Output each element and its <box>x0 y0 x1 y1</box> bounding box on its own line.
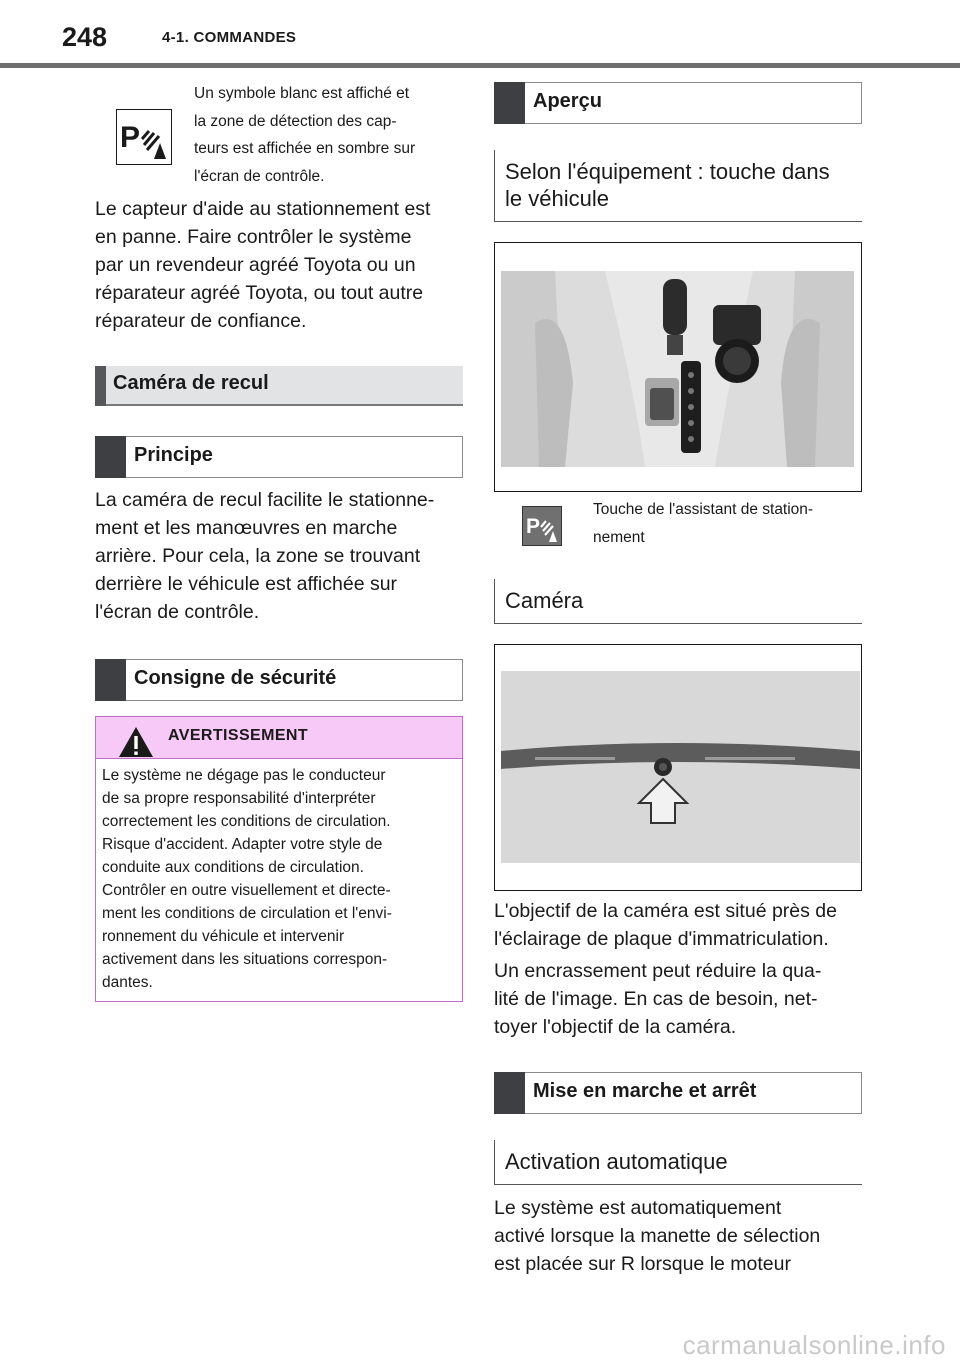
section-title: Aperçu <box>533 90 602 112</box>
section-bar <box>95 366 106 406</box>
watermark: carmanualsonline.info <box>682 1330 946 1360</box>
text-line: ment les conditions de circulation et l'envi- <box>102 905 392 922</box>
section-bar <box>494 82 525 124</box>
button-description <box>593 496 863 551</box>
section-title: Mise en marche et arrêt <box>533 1080 757 1102</box>
park-assist-button-icon <box>522 506 562 546</box>
paragraph-principe <box>95 486 467 626</box>
park-sensor-icon <box>116 109 172 165</box>
subheading-activation <box>494 1140 862 1185</box>
text-line: Selon l'équipement : touche dans <box>505 159 830 184</box>
text-line: toyer l'objectif de la caméra. <box>494 1016 737 1038</box>
paragraph-encrassement <box>494 957 866 1041</box>
section-apercu <box>494 82 862 124</box>
section-mise-en-marche <box>494 1072 862 1114</box>
text-line: La caméra de recul facilite le stationne- <box>95 489 435 511</box>
page-number: 248 <box>62 22 108 52</box>
paragraph-objectif <box>494 897 866 953</box>
text-line: arrière. Pour cela, la zone se trouvant <box>95 545 421 567</box>
text-line: L'objectif de la caméra est situé près de <box>494 900 837 922</box>
subheading-text <box>505 158 830 212</box>
warning-header <box>96 717 462 759</box>
section-bar <box>494 1072 525 1114</box>
text-line: Un encrassement peut réduire la qua- <box>494 960 822 982</box>
text-line: l'écran de contrôle. <box>194 167 325 185</box>
subheading-equipement <box>494 150 862 222</box>
text-line: Le système ne dégage pas le conducteur <box>102 767 386 784</box>
section-camera-de-recul <box>95 366 463 406</box>
section-consigne-securite <box>95 659 463 701</box>
warning-title: AVERTISSEMENT <box>168 727 309 744</box>
text-line: l'éclairage de plaque d'immatriculation. <box>494 928 829 950</box>
text-line: derrière le véhicule est affichée sur <box>95 573 398 595</box>
section-title: Consigne de sécurité <box>134 667 337 689</box>
section-bar <box>95 659 126 701</box>
text-line: est placée sur R lorsque le moteur <box>494 1253 791 1275</box>
section-title: Caméra de recul <box>113 372 269 394</box>
svg-text:P: P <box>526 515 541 538</box>
text-line: Le système est automatiquement <box>494 1197 782 1219</box>
chapter-title: 4-1. COMMANDES <box>162 29 297 46</box>
text-line: Touche de l'assistant de station- <box>593 501 814 518</box>
text-line: la zone de détection des cap- <box>194 112 397 130</box>
text-line: lité de l'image. En cas de besoin, net- <box>494 988 818 1010</box>
text-line: réparateur agréé Toyota, ou tout autre <box>95 282 424 304</box>
subheading-text: Activation automatique <box>505 1149 728 1174</box>
text-line: ronnement du véhicule et intervenir <box>102 928 345 945</box>
section-principe <box>95 436 463 478</box>
section-bar <box>95 436 126 478</box>
console-photo <box>494 242 862 492</box>
text-line: correctement les conditions de circulation. <box>102 813 391 830</box>
warning-box <box>95 716 463 1002</box>
text-line: activé lorsque la manette de sélection <box>494 1225 821 1247</box>
text-line: Un symbole blanc est affiché et <box>194 85 410 102</box>
subheading-camera <box>494 579 862 624</box>
text-line: l'écran de contrôle. <box>95 601 260 623</box>
text-line: Risque d'accident. Adapter votre style de <box>102 836 383 853</box>
paragraph-activation <box>494 1194 866 1278</box>
camera-photo <box>494 644 862 891</box>
section-title: Principe <box>134 444 213 466</box>
text-line: conduite aux conditions de circulation. <box>102 859 364 876</box>
text-line: le véhicule <box>505 186 609 211</box>
text-line: Le capteur d'aide au stationnement est <box>95 198 431 220</box>
text-line: de sa propre responsabilité d'interpréter <box>102 790 376 807</box>
subheading-text: Caméra <box>505 588 584 613</box>
text-line: Contrôler en outre visuellement et directe- <box>102 882 391 899</box>
text-line: teurs est affichée en sombre sur <box>194 140 416 157</box>
text-line: ment et les manœuvres en marche <box>95 517 398 539</box>
icon-description <box>194 80 464 190</box>
text-line: réparateur de confiance. <box>95 310 307 332</box>
header-rule <box>0 63 960 68</box>
text-line: nement <box>593 528 645 546</box>
text-line: par un revendeur agréé Toyota ou un <box>95 254 416 276</box>
text-line: activement dans les situations correspon- <box>102 951 388 968</box>
warning-text <box>102 764 457 994</box>
text-line: dantes. <box>102 974 153 991</box>
warning-triangle-icon <box>118 726 154 758</box>
text-line: en panne. Faire contrôler le système <box>95 226 412 248</box>
paragraph-sensor-fault <box>95 195 465 335</box>
svg-text:P: P <box>120 121 141 154</box>
